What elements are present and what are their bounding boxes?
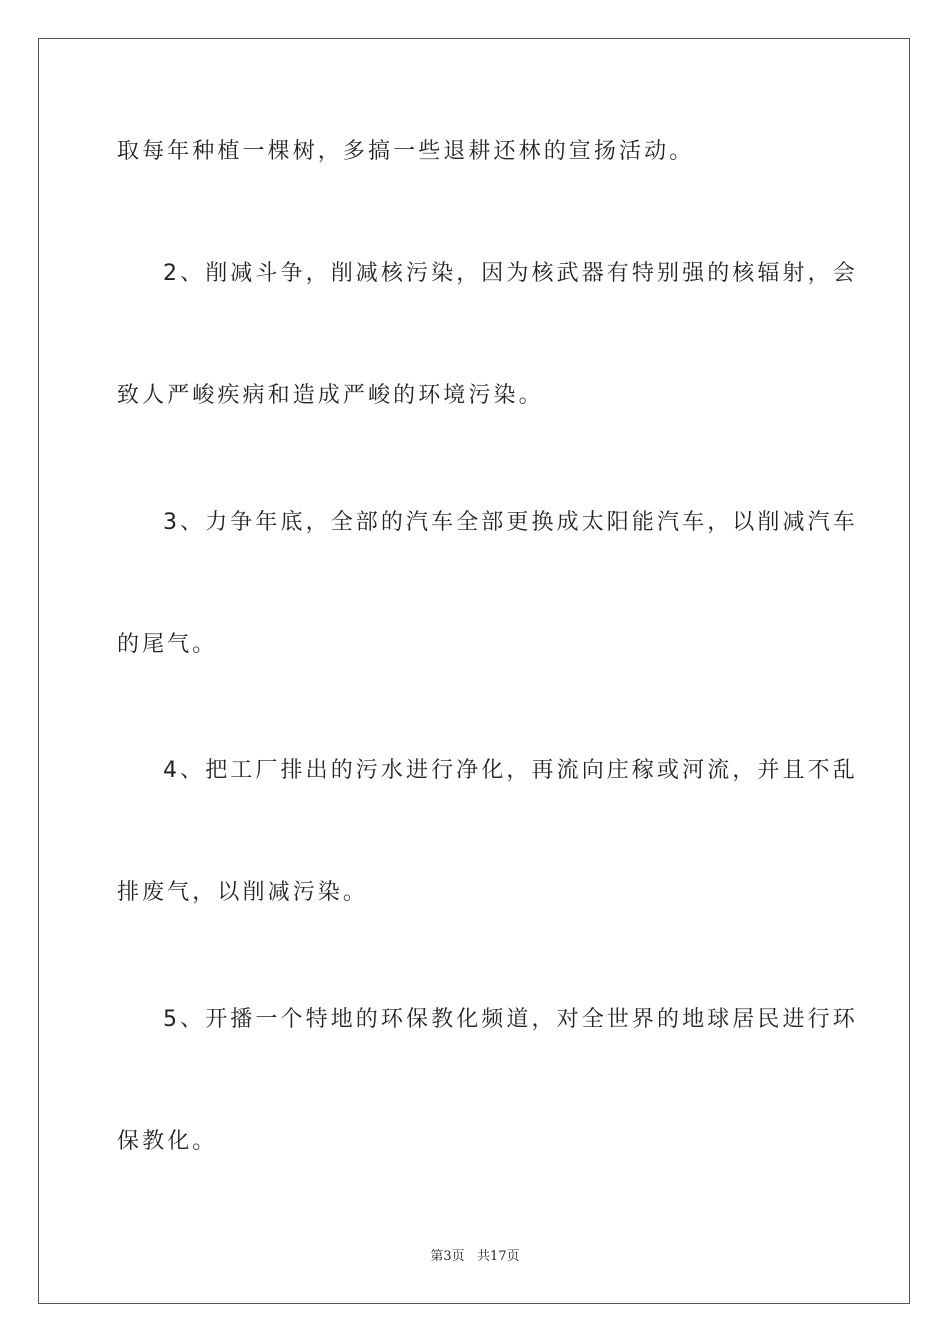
text-line-6: 4、把工厂排出的污水进行净化，再流向庄稼或河流，并且不乱 — [163, 758, 858, 783]
text-line-4: 3、力争年底，全部的汽车全部更换成太阳能汽车，以削减汽车 — [163, 510, 858, 535]
page-number-footer: 第3页 共17页 — [430, 1249, 520, 1264]
page-frame — [38, 38, 910, 1304]
text-line-3: 致人严峻疾病和造成严峻的环境污染。 — [117, 383, 544, 408]
text-line-8: 5、开播一个特地的环保教化频道，对全世界的地球居民进行环 — [163, 1007, 858, 1032]
text-line-5: 的尾气。 — [117, 632, 218, 657]
text-line-9: 保教化。 — [117, 1129, 218, 1154]
text-line-1: 取每年种植一棵树，多搞一些退耕还林的宣扬活动。 — [117, 139, 695, 164]
text-line-2: 2、削减斗争，削减核污染，因为核武器有特别强的核辐射，会 — [163, 261, 858, 286]
text-line-7: 排废气，以削减污染。 — [117, 880, 369, 905]
